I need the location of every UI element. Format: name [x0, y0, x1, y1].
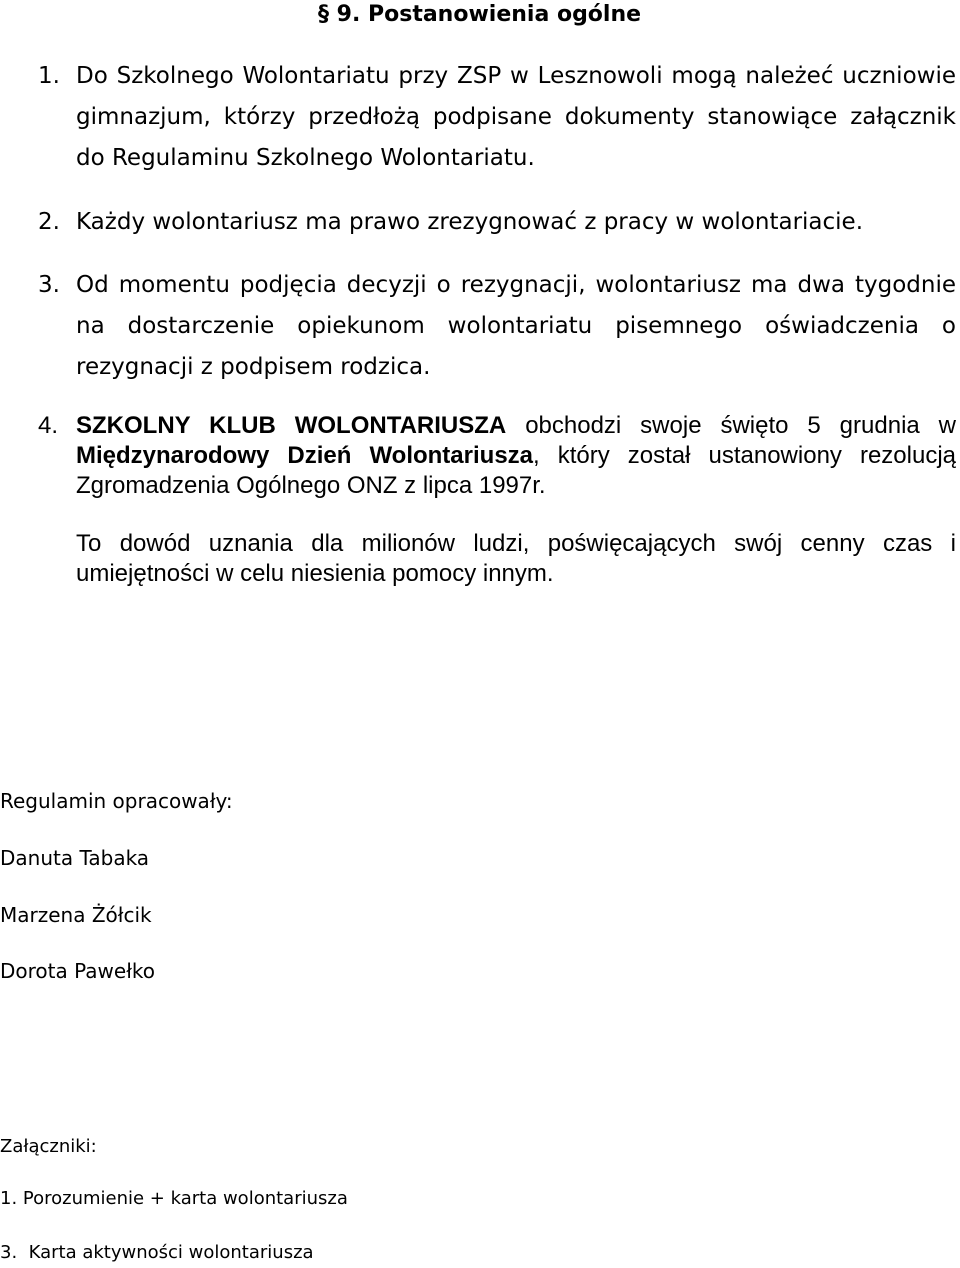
list-item-text-part: , który został ustanowiony rezolucją Zgromadzenia Ogólnego ONZ z lipca 1997r. [76, 442, 956, 499]
list-item-text [76, 411, 956, 501]
author-name: Danuta Tabaka [0, 846, 150, 870]
attachment-item: 3. Karta aktywności wolontariusza [0, 1242, 314, 1263]
list-item-text-part: obchodzi swoje święto 5 grudnia w [506, 412, 956, 439]
attachment-item: 1. Porozumienie + karta wolontariusza [0, 1188, 348, 1209]
day-name: Międzynarodowy Dzień Wolontariusza [76, 442, 534, 469]
closing-paragraph: To dowód uznania dla milionów ludzi, poświęcających swój cenny czas i umiejętności w celu niesienia pomocy innym. [76, 530, 956, 587]
list-item-number: 1. [38, 63, 60, 89]
list-item [38, 265, 956, 388]
club-name: SZKOLNY KLUB WOLONTARIUSZA [76, 412, 507, 439]
section-heading: § 9. Postanowienia ogólne [318, 2, 642, 27]
list-item [38, 56, 956, 179]
list-item [38, 411, 956, 501]
list-item-number: 4. [38, 412, 59, 439]
author-name: Dorota Pawełko [0, 959, 155, 983]
list-item-number: 3. [38, 272, 60, 298]
authors-label: Regulamin opracowały: [0, 789, 233, 813]
author-name: Marzena Żółcik [0, 903, 152, 927]
list-item-number: 2. [38, 209, 60, 235]
list-item-text: Każdy wolontariusz ma prawo zrezygnować z pracy w wolontariacie. [76, 209, 864, 235]
list-item-text: Do Szkolnego Wolontariatu przy ZSP w Lesznowoli mogą należeć uczniowie gimnazjum, którzy przedłożą podpisane dokumenty stanowiące załącznik do Regulaminu Szkolnego Wolontariatu. [76, 63, 956, 171]
list-item [38, 202, 956, 243]
attachments-label: Załączniki: [0, 1136, 97, 1157]
list-item-text: Od momentu podjęcia decyzji o rezygnacji, wolontariusz ma dwa tygodnie na dostarczenie opiekunom wolontariatu pisemnego oświadczenia o rezygnacji z podpisem rodzica. [76, 272, 956, 380]
